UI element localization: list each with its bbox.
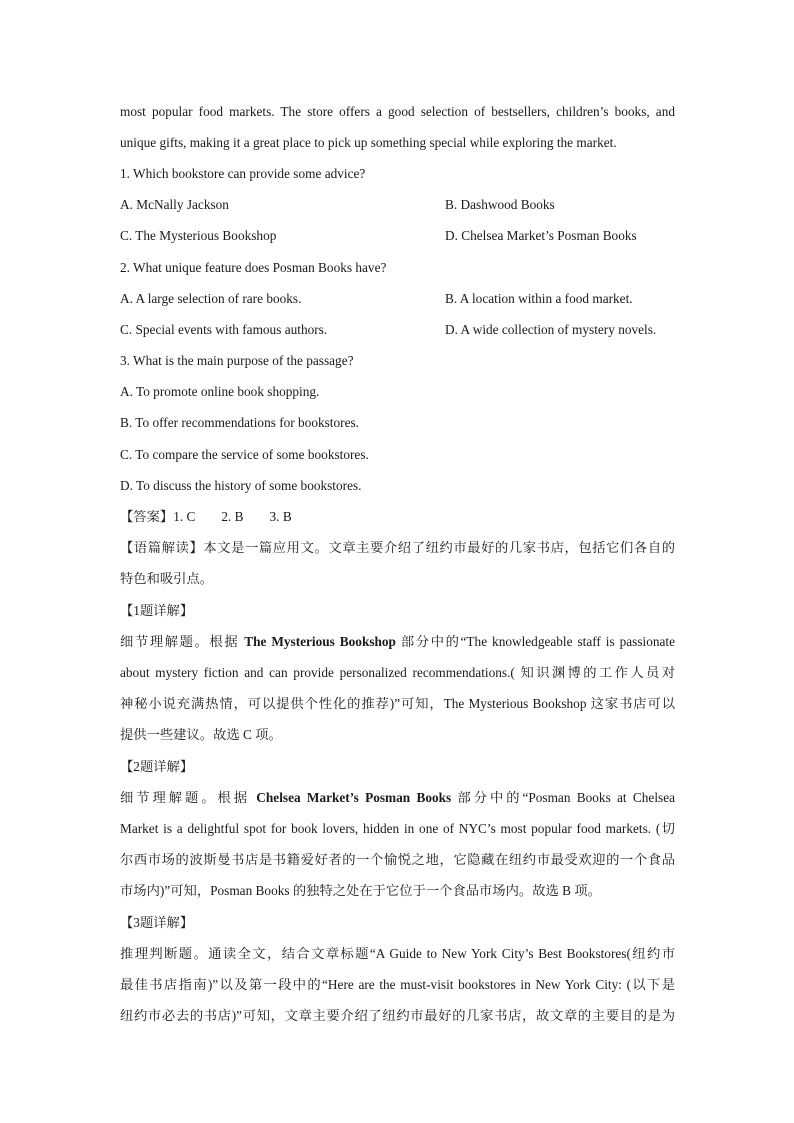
- explanation-line: 推理判断题。通读全文，结合文章标题“A Guide to New York City’s Best Bookstores(纽约市: [120, 946, 675, 961]
- explanation-text: 部分中的“The knowledgeable staff is passionate: [395, 634, 675, 649]
- explanation-line: [120, 788, 675, 808]
- section-heading: 【3题详解】: [120, 915, 194, 930]
- reading-line: 特色和吸引点。: [120, 571, 214, 586]
- explanation-line: 尔西市场的波斯曼书店是书籍爱好者的一个愉悦之地，它隐藏在纽约市最受欢迎的一个食品: [120, 852, 675, 867]
- option-b: B. To offer recommendations for bookstores.: [120, 415, 359, 430]
- passage-line: unique gifts, making it a great place to pick up something special while exploring the market.: [120, 135, 617, 150]
- explanation-line: 神秘小说充满热情，可以提供个性化的推荐)”可知，The Mysterious Bookshop 这家书店可以: [120, 696, 675, 711]
- explanation-text: 细节理解题。根据: [120, 790, 257, 805]
- explanation-line: 提供一些建议。故选 C 项。: [120, 727, 282, 742]
- explanation-line: Market is a delightful spot for book lovers, hidden in one of NYC’s most popular food markets. (切: [120, 821, 675, 836]
- option-d: D. Chelsea Market’s Posman Books: [445, 228, 637, 243]
- answer-line: [120, 507, 675, 527]
- option-b: B. Dashwood Books: [445, 197, 555, 212]
- passage-line: most popular food markets. The store offers a good selection of bestsellers, children’s books, and: [120, 104, 675, 119]
- explanation-line: 纽约市必去的书店)”可知，文章主要介绍了纽约市最好的几家书店，故文章的主要目的是为: [120, 1008, 675, 1023]
- explanation-text: 部分中的“Posman Books at Chelsea: [451, 790, 675, 805]
- bookstore-name: The Mysterious Bookshop: [244, 634, 396, 649]
- question-stem: 1. Which bookstore can provide some advice?: [120, 166, 366, 181]
- bookstore-name: Chelsea Market’s Posman Books: [256, 790, 452, 805]
- question-stem: 3. What is the main purpose of the passage?: [120, 353, 354, 368]
- option-d: D. A wide collection of mystery novels.: [445, 322, 657, 337]
- explanation-text: 细节理解题。根据: [120, 634, 245, 649]
- reading-line: [120, 538, 675, 558]
- reading-text: 本文是一篇应用文。文章主要介绍了纽约市最好的几家书店，包括它们各自的: [203, 540, 675, 555]
- option-c: C. Special events with famous authors.: [120, 322, 328, 337]
- reading-label: 【语篇解读】: [120, 540, 204, 555]
- option-a: A. McNally Jackson: [120, 197, 229, 212]
- answer-label: 【答案】: [120, 509, 174, 524]
- answer-item: 3. B: [269, 509, 292, 524]
- question-stem: 2. What unique feature does Posman Books have?: [120, 260, 387, 275]
- option-a: A. To promote online book shopping.: [120, 384, 320, 399]
- option-c: C. The Mysterious Bookshop: [120, 228, 277, 243]
- explanation-line: 市场内)”可知，Posman Books 的独特之处在于它位于一个食品市场内。故选 B 项。: [120, 883, 601, 898]
- option-d: D. To discuss the history of some bookstores.: [120, 478, 362, 493]
- section-heading: 【1题详解】: [120, 603, 194, 618]
- explanation-line: 最佳书店指南)”以及第一段中的“Here are the must-visit bookstores in New York City: (以下是: [120, 977, 675, 992]
- option-b: B. A location within a food market.: [445, 291, 633, 306]
- explanation-line: [120, 632, 675, 652]
- option-c: C. To compare the service of some bookstores.: [120, 447, 369, 462]
- explanation-line: about mystery fiction and can provide personalized recommendations.( 知识渊博的工作人员对: [120, 665, 675, 680]
- section-heading: 【2题详解】: [120, 759, 194, 774]
- answer-item: 1. C: [173, 509, 196, 524]
- answer-item: 2. B: [221, 509, 244, 524]
- option-a: A. A large selection of rare books.: [120, 291, 302, 306]
